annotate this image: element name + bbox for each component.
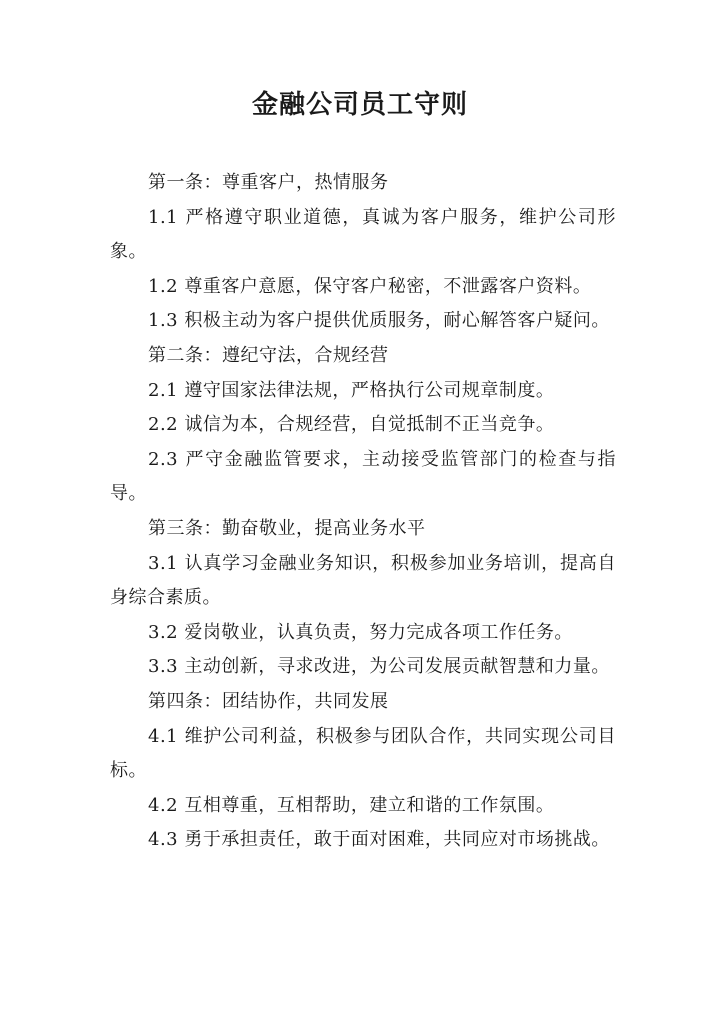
clause-paragraph: 3.2 爱岗敬业，认真负责，努力完成各项工作任务。 — [148, 621, 573, 643]
clause-paragraph: 1.2 尊重客户意愿，保守客户秘密，不泄露客户资料。 — [148, 275, 592, 297]
clause-paragraph: 4.3 勇于承担责任，敢于面对困难，共同应对市场挑战。 — [148, 829, 610, 851]
document-body — [110, 166, 616, 858]
clause-paragraph: 4.1 维护公司利益，积极参与团队合作，共同实现公司目标。 — [110, 725, 616, 782]
article-heading: 第一条：尊重客户，热情服务 — [148, 172, 389, 193]
clause-paragraph: 3.1 认真学习金融业务知识，积极参加业务培训，提高自身综合素质。 — [110, 552, 616, 609]
clause-paragraph: 4.2 互相尊重，互相帮助，建立和谐的工作氛围。 — [148, 794, 555, 816]
clause-paragraph: 2.2 诚信为本，合规经营，自觉抵制不正当竞争。 — [148, 414, 555, 436]
clause-paragraph: 1.1 严格遵守职业道德，真诚为客户服务，维护公司形象。 — [110, 206, 616, 263]
article-heading: 第四条：团结协作，共同发展 — [148, 690, 389, 712]
clause-paragraph: 2.1 遵守国家法律法规，严格执行公司规章制度。 — [148, 379, 555, 401]
clause-paragraph: 3.3 主动创新，寻求改进，为公司发展贡献智慧和力量。 — [148, 656, 610, 678]
article-heading: 第二条：遵纪守法，合规经营 — [148, 344, 389, 366]
article-heading: 第三条：勤奋敬业，提高业务水平 — [148, 517, 426, 539]
document-title: 金融公司员工守则 — [251, 90, 468, 120]
clause-paragraph: 2.3 严守金融监管要求，主动接受监管部门的检查与指导。 — [110, 448, 616, 505]
clause-paragraph: 1.3 积极主动为客户提供优质服务，耐心解答客户疑问。 — [148, 310, 610, 332]
